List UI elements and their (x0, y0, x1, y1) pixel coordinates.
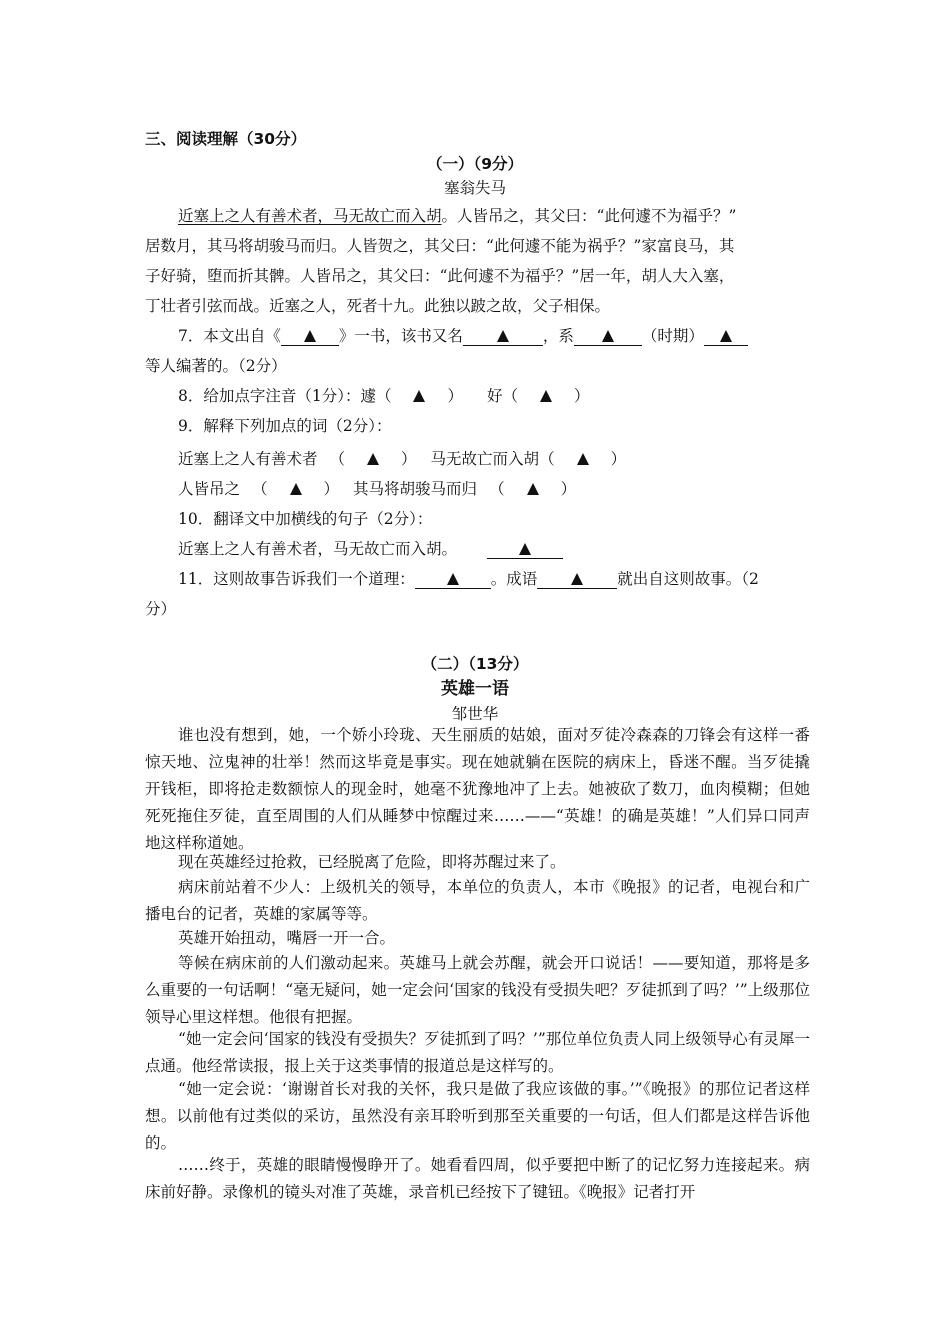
triangle-marker-icon (602, 330, 614, 342)
q11-text-a: 11．这则故事告诉我们一个道理： (178, 570, 415, 588)
q9-item-2: 马无故亡而入胡 (430, 450, 540, 468)
paragraph-6: “她一定会问‘国家的钱没有受损失？歹徒抓到了吗？’”那位单位负责人同上级领导心有灵犀一点通。他经常读报，报上关于这类事情的报道总是这样写的。 (145, 1030, 810, 1075)
question-8 (178, 386, 815, 406)
passage1-line1-rest: 。人皆吊之，其父曰：“此何遽不为福乎？” (441, 207, 737, 225)
passage1-line1 (178, 206, 815, 226)
q7-text-a: 7．本文出自《 (178, 327, 281, 345)
paragraph-1: 谁也没有想到，她，一个娇小玲珑、天生丽质的姑娘，面对歹徒冷森森的刀锋会有这样一番惊天地、泣鬼神的壮举！然而这毕竟是事实。现在她就躺在医院的病床上，昏迷不醒。当歹徒撬开钱柜，即将抢走数额惊人的现金时，她毫不犹豫地冲了上去。她被砍了数刀，血肉模糊；但她死死拖住歹徒，直至周围的人们从睡梦中惊醒过来……——“英雄！的确是英雄！”人们异口同声地这样称道她。 (145, 726, 810, 852)
triangle-marker-icon (527, 483, 539, 495)
open-paren: （ (329, 450, 346, 468)
question-7 (178, 326, 815, 346)
q11-text-b: 。成语 (490, 570, 538, 588)
section-title: 三、阅读理解（30分） (145, 130, 307, 148)
underlined-sentence: 近塞上之人有善术者，马无故亡而入胡 (178, 207, 442, 225)
q10-sentence: 近塞上之人有善术者，马无故亡而入胡。 (178, 540, 458, 558)
triangle-marker-icon (367, 453, 379, 465)
q9-answer-1[interactable] (345, 449, 401, 469)
paragraph-4: 英雄开始扭动，嘴唇一开一合。 (178, 929, 396, 947)
q11-blank-2[interactable] (537, 570, 617, 589)
triangle-marker-icon (413, 390, 425, 402)
q9-row-2 (178, 479, 815, 499)
q11-text-c: 就出自这则故事。（2 (617, 570, 759, 588)
q7-blank-2[interactable] (463, 327, 543, 346)
triangle-marker-icon (497, 330, 509, 342)
open-paren: （ (489, 480, 505, 498)
part1-header: （一）（9分） (426, 155, 524, 173)
open-paren: （ (539, 450, 555, 468)
q9-row-1 (178, 449, 815, 469)
q8-answer-2[interactable] (518, 386, 574, 406)
question-9: 9．解释下列加点的词（2分）： (178, 417, 392, 435)
triangle-marker-icon (290, 483, 302, 495)
question-11 (178, 569, 815, 589)
close-paren: ） (323, 480, 340, 498)
q9-item-1: 近塞上之人有善术者 (178, 450, 318, 468)
q9-answer-2[interactable] (555, 449, 611, 469)
q7-blank-3[interactable] (574, 327, 642, 346)
paragraph-8: ……终于，英雄的眼睛慢慢睁开了。她看看四周，似乎要把中断了的记忆努力连接起来。病床前好静。录像机的镜头对准了英雄，录音机已经按下了键钮。《晚报》记者打开 (145, 1156, 810, 1201)
q7-blank-1[interactable] (281, 327, 339, 346)
q9-answer-4[interactable] (505, 479, 561, 499)
q8-text-d: ） (574, 387, 590, 405)
passage1-line3: 子好骑，堕而折其髀。人皆吊之，其父曰：“此何遽不为福乎？”居一年，胡人大入塞， (145, 267, 735, 285)
close-paren: ） (560, 480, 577, 498)
q7-line2: 等人编著的。（2分） (145, 357, 287, 375)
triangle-marker-icon (540, 390, 552, 402)
part2-header: （二）（13分） (421, 655, 529, 673)
q8-answer-1[interactable] (391, 386, 447, 406)
triangle-marker-icon (447, 573, 459, 585)
paragraph-5: 等候在病床前的人们激动起来。英雄马上就会苏醒，就会开口说话！——要知道，那将是多么重要的一句话啊！“毫无疑问，她一定会问‘国家的钱没有受损失吧？歹徒抓到了吗？’”上级那位领导心里这样想。他很有把握。 (145, 954, 810, 1026)
part2-title: 英雄一语 (441, 679, 509, 699)
paragraph-2: 现在英雄经过抢救，已经脱离了危险，即将苏醒过来了。 (178, 853, 566, 871)
paragraph-7: “她一定会说：‘谢谢首长对我的关怀，我只是做了我应该做的事。’”《晚报》的那位记者这样想。以前他有过类似的采访，虽然没有亲耳聆听到那至关重要的一句话，但人们都是这样告诉他的。 (145, 1080, 810, 1152)
triangle-marker-icon (304, 330, 316, 342)
close-paren: ） (610, 450, 627, 468)
passage1-line2: 居数月，其马将胡骏马而归。人皆贺之，其父曰：“此何遽不能为祸乎？”家富良马，其 (145, 237, 735, 255)
part1-title: 塞翁失马 (443, 179, 506, 197)
q11-line2: 分） (145, 600, 177, 618)
q11-blank-1[interactable] (415, 570, 491, 589)
open-paren: （ (252, 480, 268, 498)
paragraph-3: 病床前站着不少人：上级机关的领导，本单位的负责人，本市《晚报》的记者，电视台和广播电台的记者，英雄的家属等等。 (145, 878, 810, 923)
q8-text-b: ） (447, 387, 463, 405)
q7-text-c: ，系 (542, 327, 574, 345)
triangle-marker-icon (577, 453, 589, 465)
triangle-marker-icon (519, 543, 531, 555)
q8-text-a: 8．给加点字注音（1分）：遽（ (178, 387, 392, 405)
q9-answer-3[interactable] (268, 479, 324, 499)
question-10: 10．翻译文中加横线的句子（2分）： (178, 510, 433, 528)
q10-row (178, 539, 815, 559)
q9-item-3: 人皆吊之 (178, 480, 241, 498)
triangle-marker-icon (571, 573, 583, 585)
q8-text-c: 好（ (487, 387, 519, 405)
q10-blank[interactable] (487, 540, 563, 559)
q7-text-b: 》一书，该书又名 (338, 327, 463, 345)
triangle-marker-icon (720, 330, 732, 342)
q7-text-d: （时期） (641, 327, 704, 345)
q9-item-4: 其马将胡骏马而归 (353, 480, 478, 498)
close-paren: ） (401, 450, 417, 468)
q7-blank-4[interactable] (704, 327, 748, 346)
part2-author: 邹世华 (451, 705, 499, 723)
passage1-line4: 丁壮者引弦而战。近塞之人，死者十九。此独以跛之故，父子相保。 (145, 297, 611, 315)
